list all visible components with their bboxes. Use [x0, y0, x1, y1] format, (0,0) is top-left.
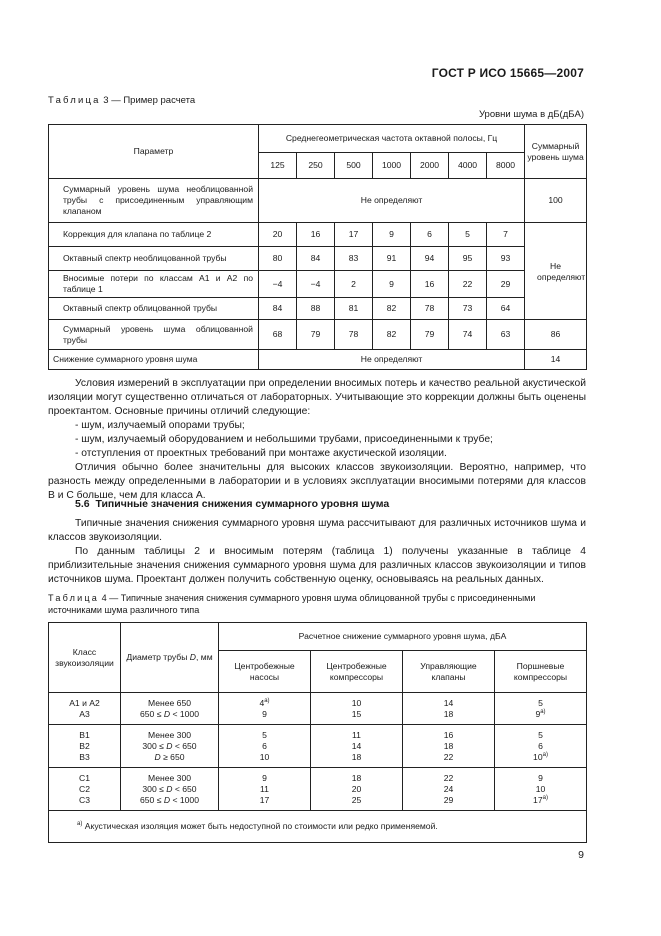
- reduction-value: 5: [538, 698, 543, 708]
- table4-footnote: $^{а)}$ Акустическая изоляция может быть недоступной по стоимости или редко применяемой.: [49, 811, 587, 843]
- table3-units: Уровни шума в дБ(дБA): [478, 109, 584, 120]
- table-row-group: [49, 768, 587, 811]
- value-cell: 83: [335, 247, 373, 271]
- reduction-cell: [403, 725, 495, 768]
- diameter-value: 650 ≤ D < 1000: [140, 709, 199, 719]
- reduction-cell: [219, 725, 311, 768]
- value-cell: 91: [373, 247, 411, 271]
- reduction-value: 10: [535, 784, 546, 794]
- reduction-cell: [311, 725, 403, 768]
- value-cell: 82: [373, 320, 411, 350]
- value-cell: 2: [335, 271, 373, 298]
- reduction-value: 6: [262, 741, 267, 751]
- freq-header: 125: [259, 153, 297, 179]
- table-row: [49, 247, 587, 271]
- diameter-value: 300 ≤ D < 650: [142, 784, 197, 794]
- standard-number: ГОСТ Р ИСО 15665—2007: [431, 66, 584, 80]
- class-value: С2: [79, 784, 90, 794]
- reduction-value: 18: [351, 773, 362, 783]
- value-cell: 7: [487, 223, 525, 247]
- col-source-header: Поршневые компрессоры: [495, 651, 587, 693]
- table4-caption: Таблица 4 — Типичные значения снижения суммарного уровня шума облицованной трубы с присоединенными источниками шума различного типа: [48, 593, 536, 615]
- reduction-value: 9: [262, 773, 267, 783]
- class-value: В2: [79, 741, 90, 751]
- value-cell: 88: [297, 298, 335, 320]
- value-cell: 79: [411, 320, 449, 350]
- table-row: [49, 179, 587, 223]
- value-cell: 74: [449, 320, 487, 350]
- merged-total-cell: Не определяют: [525, 247, 587, 298]
- value-cell: 20: [259, 223, 297, 247]
- reduction-cell: [495, 725, 587, 768]
- value-cell: 84: [297, 247, 335, 271]
- table-4: [48, 622, 587, 843]
- reduction-cell: [311, 693, 403, 725]
- col-frequency-group-header: Среднегеометрическая частота октавной полосы, Гц: [259, 125, 525, 153]
- reduction-cell: [403, 768, 495, 811]
- freq-header: 8000: [487, 153, 525, 179]
- col-diameter-header: Диаметр трубы D, мм: [121, 623, 219, 693]
- total-cell: [525, 298, 587, 320]
- reduction-value: $9^{а)}$: [535, 709, 546, 719]
- paragraph: По данным таблицы 2 и вносимым потерям (таблица 1) получены указанные в таблице 4 приблизительные значения снижения суммарного уровня шума для различных классов звукоизоляции и типов источников шума. Проектант должен получить собственную оценку, основываясь на реальных данных.: [48, 546, 586, 585]
- paragraph: Условия измерений в эксплуатации при определении вносимых потерь и качество реальной акустической изоляции могут существенно отличаться от лабораторных. Учитывающие это коррекции должны быть оценены проектантом. Основные причины отличий следующие:: [48, 378, 586, 417]
- bullet-item: - шум, излучаемый оборудованием и небольшими трубами, присоединенными к трубе;: [75, 434, 493, 445]
- paragraph: Типичные значения снижения суммарного уровня шума рассчитывают для различных источников шума и классов звукоизоляции.: [48, 518, 586, 543]
- body-text-1: [48, 377, 586, 503]
- class-value: В1: [79, 730, 90, 740]
- col-source-header: Центробежные компрессоры: [311, 651, 403, 693]
- reduction-value: 11: [352, 730, 361, 740]
- class-cell: [49, 725, 121, 768]
- class-cell: [49, 693, 121, 725]
- reduction-cell: [403, 693, 495, 725]
- value-cell: 9: [373, 223, 411, 247]
- value-cell: 17: [335, 223, 373, 247]
- col-source-header: Управляющие клапаны: [403, 651, 495, 693]
- diameter-value: Менее 300: [147, 730, 192, 740]
- reduction-cell: [311, 768, 403, 811]
- reduction-value: 6: [538, 741, 543, 751]
- diameter-cell: [121, 693, 219, 725]
- value-cell: 93: [487, 247, 525, 271]
- col-total-header: Суммарный уровень шума: [525, 125, 587, 179]
- table3-caption: Таблица 3 — Пример расчета: [48, 95, 196, 106]
- value-cell: 79: [297, 320, 335, 350]
- reduction-value: 22: [443, 752, 454, 762]
- row-label: Снижение суммарного уровня шума: [49, 350, 259, 370]
- value-cell: 84: [259, 298, 297, 320]
- value-cell: 16: [411, 271, 449, 298]
- bullet-item: - шум, излучаемый опорами трубы;: [75, 420, 245, 431]
- value-cell: 9: [373, 271, 411, 298]
- paragraph: Отличия обычно более значительны для высоких классов звукоизоляции. Вероятно, например, что разность между определенными в лаборатории и в условиях эксплуатации вносимыми потерями для классов В и С больше, чем для класса А.: [48, 462, 586, 501]
- freq-header: 4000: [449, 153, 487, 179]
- value-cell: 64: [487, 298, 525, 320]
- reduction-value: 14: [351, 741, 362, 751]
- reduction-cell: [495, 693, 587, 725]
- table-3: [48, 124, 587, 370]
- reduction-value: $17^{а)}$: [533, 795, 548, 805]
- col-source-header: Центробежные насосы: [219, 651, 311, 693]
- table-row: [49, 320, 587, 350]
- value-cell: 29: [487, 271, 525, 298]
- freq-header: 2000: [411, 153, 449, 179]
- reduction-cell: [219, 693, 311, 725]
- reduction-value: $10^{а)}$: [533, 752, 548, 762]
- value-cell: 6: [411, 223, 449, 247]
- reduction-value: 5: [262, 730, 267, 740]
- note-marker: а): [540, 709, 546, 715]
- freq-header: 500: [335, 153, 373, 179]
- value-cell: 78: [335, 320, 373, 350]
- total-cell: [525, 223, 587, 247]
- body-text-2: [48, 517, 586, 587]
- table-row: [49, 271, 587, 298]
- reduction-value: 11: [260, 784, 269, 794]
- table-row: [49, 350, 587, 370]
- value-cell: 73: [449, 298, 487, 320]
- reduction-value: 5: [538, 730, 543, 740]
- value-cell: 68: [259, 320, 297, 350]
- row-label: Коррекция для клапана по таблице 2: [49, 223, 259, 247]
- reduction-value: 9: [538, 773, 543, 783]
- total-cell: 100: [525, 179, 587, 223]
- reduction-value: 10: [351, 698, 362, 708]
- merged-value-cell: Не определяют: [259, 179, 525, 223]
- class-cell: [49, 768, 121, 811]
- row-label: Октавный спектр необлицованной трубы: [49, 247, 259, 271]
- class-value: С1: [79, 773, 90, 783]
- class-value: А1 и А2: [69, 698, 100, 708]
- note-marker: а): [542, 795, 548, 801]
- page-number: 9: [578, 849, 584, 861]
- table-row: [49, 223, 587, 247]
- reduction-cell: [219, 768, 311, 811]
- value-cell: 94: [411, 247, 449, 271]
- row-label: Суммарный уровень шума необлицованной трубы с присоединенным управляющим клапаном: [49, 179, 259, 223]
- reduction-value: 18: [443, 741, 454, 751]
- section-heading: 5.6 Типичные значения снижения суммарного уровня шума: [75, 498, 390, 510]
- value-cell: 81: [335, 298, 373, 320]
- table-row-group: [49, 693, 587, 725]
- value-cell: 95: [449, 247, 487, 271]
- value-cell: −4: [259, 271, 297, 298]
- reduction-value: 25: [351, 795, 362, 805]
- reduction-value: 29: [443, 795, 454, 805]
- diameter-cell: [121, 768, 219, 811]
- diameter-value: 650 ≤ D < 1000: [140, 795, 199, 805]
- note-marker: а): [264, 698, 270, 704]
- diameter-value: D ≥ 650: [154, 752, 185, 762]
- table-row-group: [49, 725, 587, 768]
- reduction-value: 22: [443, 773, 454, 783]
- reduction-value: 16: [443, 730, 454, 740]
- class-value: А3: [79, 709, 90, 719]
- reduction-value: 18: [443, 709, 454, 719]
- value-cell: 5: [449, 223, 487, 247]
- row-label: Вносимые потери по классам А1 и А2 по таблице 1: [49, 271, 259, 298]
- row-label: Суммарный уровень шума облицованной трубы: [49, 320, 259, 350]
- diameter-value: Менее 650: [147, 698, 192, 708]
- reduction-value: 10: [259, 752, 270, 762]
- row-label: Октавный спектр облицованной трубы: [49, 298, 259, 320]
- total-cell: 86: [525, 320, 587, 350]
- value-cell: 63: [487, 320, 525, 350]
- value-cell: 82: [373, 298, 411, 320]
- diameter-value: Менее 300: [147, 773, 192, 783]
- reduction-value: 15: [351, 709, 362, 719]
- table-row: [49, 298, 587, 320]
- merged-value-cell: Не определяют: [259, 350, 525, 370]
- reduction-value: 24: [443, 784, 454, 794]
- col-parameter-header: Параметр: [49, 125, 259, 179]
- reduction-value: 17: [259, 795, 270, 805]
- col-class-header: Класс звукоизоляции: [49, 623, 121, 693]
- reduction-value: 9: [262, 709, 267, 719]
- class-value: В3: [79, 752, 90, 762]
- value-cell: 22: [449, 271, 487, 298]
- value-cell: 16: [297, 223, 335, 247]
- diameter-value: 300 ≤ D < 650: [142, 741, 197, 751]
- reduction-value: $4^{а)}$: [259, 698, 270, 708]
- freq-header: 250: [297, 153, 335, 179]
- diameter-cell: [121, 725, 219, 768]
- value-cell: 80: [259, 247, 297, 271]
- bullet-item: - отступления от проектных требований при монтаже акустической изоляции.: [75, 448, 447, 459]
- reduction-cell: [495, 768, 587, 811]
- reduction-value: 20: [351, 784, 362, 794]
- class-value: С3: [79, 795, 90, 805]
- freq-header: 1000: [373, 153, 411, 179]
- reduction-value: 18: [351, 752, 362, 762]
- note-marker: а): [542, 752, 548, 758]
- col-reduction-group-header: Расчетное снижение суммарного уровня шума, дБA: [219, 623, 587, 651]
- value-cell: −4: [297, 271, 335, 298]
- total-cell: 14: [525, 350, 587, 370]
- reduction-value: 14: [443, 698, 454, 708]
- value-cell: 78: [411, 298, 449, 320]
